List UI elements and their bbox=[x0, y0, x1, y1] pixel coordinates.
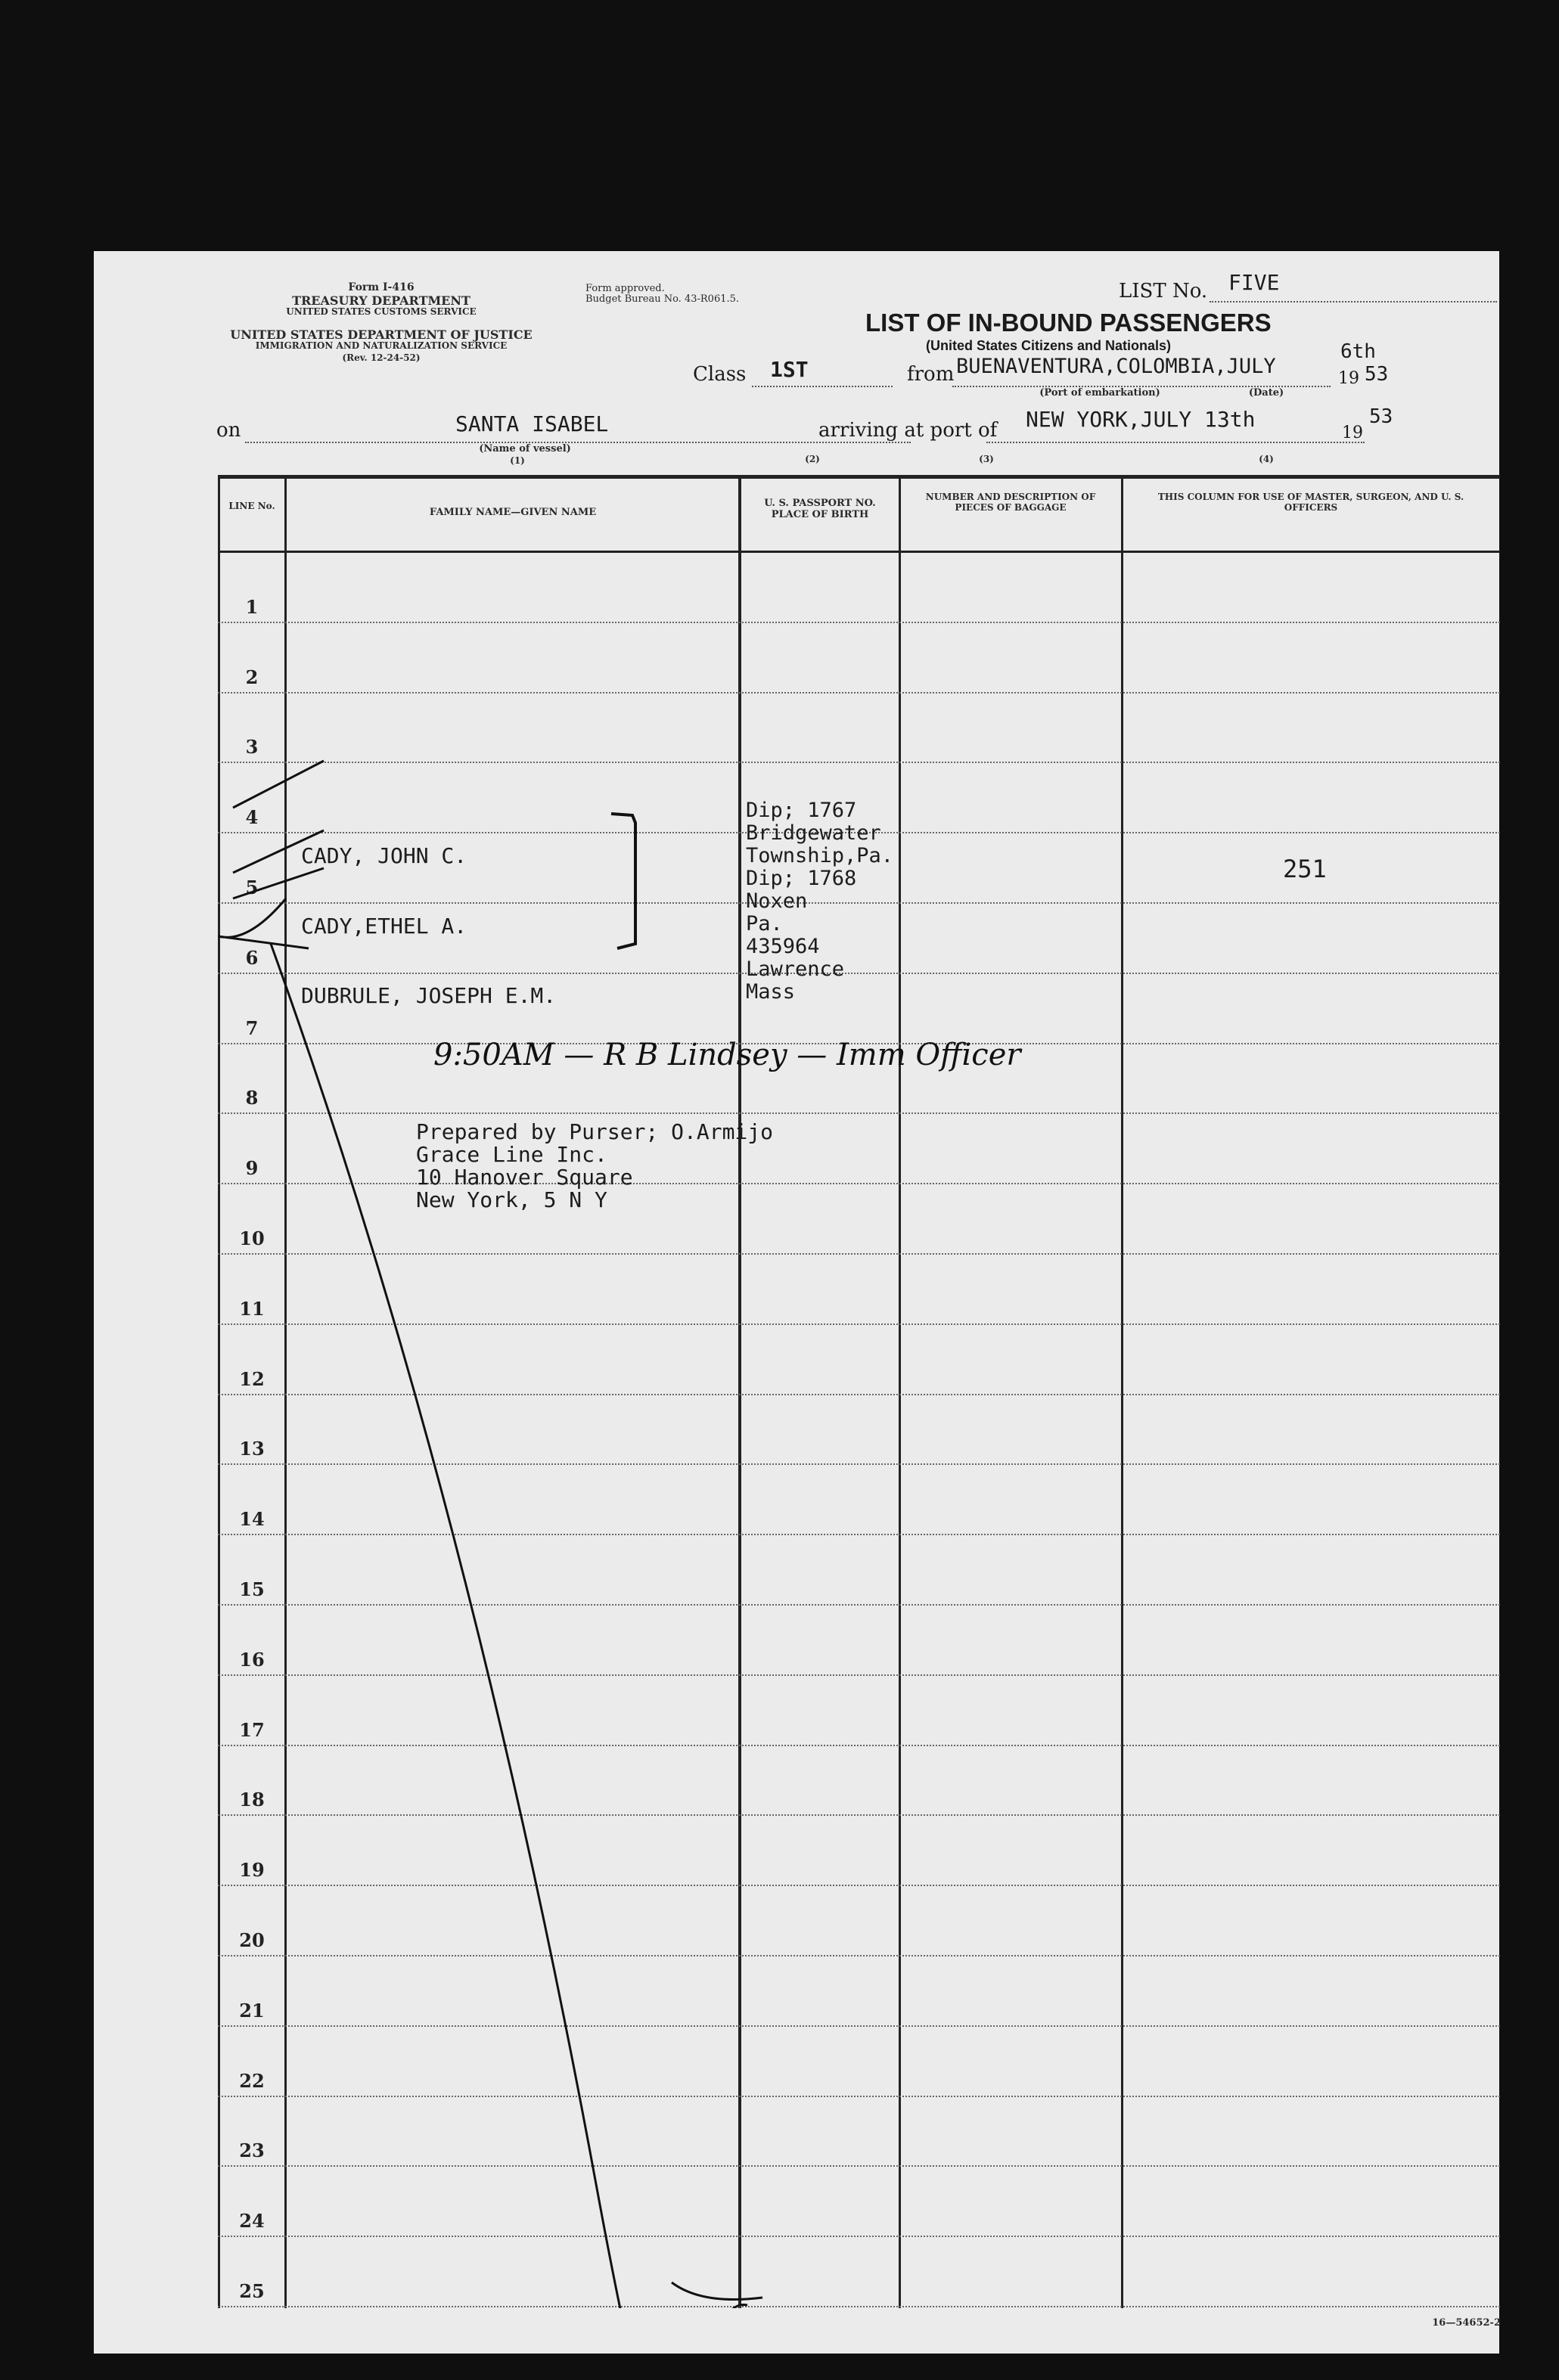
vessel-value: SANTA ISABEL bbox=[455, 411, 609, 436]
line-number: 8 bbox=[245, 1087, 259, 1109]
table-row bbox=[218, 1535, 1500, 1606]
line-number: 19 bbox=[239, 1859, 265, 1882]
line-number: 13 bbox=[239, 1438, 265, 1460]
doj: UNITED STATES DEPARTMENT OF JUSTICE bbox=[230, 327, 533, 342]
embark-year-prefix: 19 bbox=[1338, 369, 1359, 388]
arrival-year-value: 53 bbox=[1369, 405, 1393, 428]
birth-place: Pa. bbox=[746, 912, 783, 936]
line-number: 11 bbox=[239, 1297, 265, 1320]
vessel-caption: (Name of vessel) bbox=[479, 443, 571, 455]
table-row bbox=[218, 1325, 1500, 1395]
table-row bbox=[218, 1606, 1500, 1676]
ins: IMMIGRATION AND NATURALIZATION SERVICE bbox=[255, 340, 508, 351]
table-rows bbox=[218, 553, 1500, 2307]
on-label: on bbox=[216, 419, 241, 442]
line-number: 25 bbox=[239, 2279, 265, 2302]
table-row bbox=[218, 1886, 1500, 1956]
line-number: 21 bbox=[239, 1999, 265, 2022]
customs-service: UNITED STATES CUSTOMS SERVICE bbox=[286, 306, 477, 317]
line-number: 15 bbox=[239, 1578, 265, 1600]
arriving-label: arriving at port of bbox=[818, 419, 998, 442]
col-header-officers: THIS COLUMN FOR USE OF MASTER, SURGEON, AND U. S. OFFICERS bbox=[1157, 492, 1464, 513]
caption-3: (3) bbox=[979, 454, 994, 464]
form-number: Form I-416 bbox=[348, 281, 415, 293]
table-row bbox=[218, 1816, 1500, 1886]
line-number: 17 bbox=[239, 1718, 265, 1741]
caption-4: (4) bbox=[1259, 454, 1274, 464]
preparer-line: Grace Line Inc. bbox=[416, 1142, 607, 1167]
form-approved: Form approved. bbox=[585, 283, 665, 294]
birth-place: Bridgewater bbox=[746, 821, 881, 845]
date-caption: (Date) bbox=[1248, 387, 1284, 399]
embark-year-value: 53 bbox=[1365, 363, 1389, 386]
birth-place: Noxen bbox=[746, 889, 808, 913]
caption-1: (1) bbox=[510, 455, 525, 466]
class-value: 1ST bbox=[770, 357, 809, 382]
table-row bbox=[218, 1184, 1500, 1255]
line-number: 20 bbox=[239, 1929, 265, 1951]
birth-place: Mass bbox=[746, 980, 796, 1004]
officer-note: 251 bbox=[1283, 855, 1327, 883]
arrival-dots bbox=[986, 442, 1365, 443]
passport-no: Dip; 1767 bbox=[746, 799, 857, 822]
manifest-page bbox=[94, 251, 1499, 2354]
line-number: 12 bbox=[239, 1367, 265, 1390]
table-row bbox=[218, 1255, 1500, 1325]
line-number: 6 bbox=[245, 946, 259, 969]
class-dots bbox=[752, 386, 893, 387]
form-title: LIST OF IN-BOUND PASSENGERS bbox=[865, 309, 1272, 337]
line-number: 23 bbox=[239, 2140, 265, 2162]
line-number: 14 bbox=[239, 1508, 265, 1531]
table-row bbox=[218, 2097, 1500, 2167]
col-header-passport: U. S. PASSPORT NO. PLACE OF BIRTH bbox=[764, 498, 876, 520]
table-top-rule bbox=[218, 475, 1500, 479]
from-label: from bbox=[907, 363, 955, 386]
preparer-line: Prepared by Purser; O.Armijo bbox=[416, 1119, 774, 1144]
table-row bbox=[218, 553, 1500, 623]
table-row bbox=[218, 1746, 1500, 1817]
line-number: 9 bbox=[245, 1157, 259, 1180]
preparer-line: New York, 5 N Y bbox=[416, 1187, 607, 1212]
line-number: 3 bbox=[245, 736, 259, 759]
arrival-value: NEW YORK,JULY 13th bbox=[1026, 407, 1256, 432]
table-row bbox=[218, 2167, 1500, 2237]
passenger-name: CADY,ETHEL A. bbox=[301, 914, 467, 939]
list-no-label: LIST No. bbox=[1119, 280, 1208, 303]
list-no-dots bbox=[1210, 301, 1497, 303]
table-row bbox=[218, 1956, 1500, 2027]
list-no-value: FIVE bbox=[1228, 270, 1280, 295]
port-caption: (Port of embarkation) bbox=[1039, 387, 1160, 399]
table-row bbox=[218, 2237, 1500, 2307]
passenger-name: DUBRULE, JOSEPH E.M. bbox=[301, 983, 557, 1008]
embark-port-value: BUENAVENTURA,COLOMBIA,JULY bbox=[956, 355, 1276, 378]
department: TREASURY DEPARTMENT bbox=[292, 293, 470, 308]
passenger-table bbox=[218, 475, 1500, 2308]
table-row bbox=[218, 623, 1500, 694]
line-number: 5 bbox=[245, 876, 259, 898]
embark-day-value: 6th bbox=[1340, 340, 1376, 363]
line-number: 22 bbox=[239, 2069, 265, 2092]
line-number: 2 bbox=[245, 666, 259, 688]
col-header-name: FAMILY NAME—GIVEN NAME bbox=[429, 507, 597, 518]
arrival-year-prefix: 19 bbox=[1342, 424, 1363, 442]
officer-signature: 9:50AM — R B Lindsey — Imm Officer bbox=[433, 1038, 1021, 1072]
form-subtitle: (United States Citizens and Nationals) bbox=[926, 338, 1172, 353]
line-number: 7 bbox=[245, 1016, 259, 1039]
line-number: 24 bbox=[239, 2210, 265, 2233]
table-row bbox=[218, 2027, 1500, 2097]
birth-place: Township,Pa. bbox=[746, 844, 894, 867]
table-row bbox=[218, 1395, 1500, 1466]
line-number: 10 bbox=[239, 1227, 265, 1249]
col-header-baggage: NUMBER AND DESCRIPTION OF PIECES OF BAGGAGE bbox=[925, 492, 1096, 513]
table-row bbox=[218, 1465, 1500, 1535]
table-row bbox=[218, 1114, 1500, 1184]
table-row bbox=[218, 1676, 1500, 1746]
passport-no: 435964 bbox=[746, 935, 820, 958]
passport-no: Dip; 1768 bbox=[746, 867, 857, 890]
passenger-name: CADY, JOHN C. bbox=[301, 843, 467, 868]
caption-2: (2) bbox=[805, 454, 820, 464]
line-number: 1 bbox=[245, 595, 259, 618]
line-number: 16 bbox=[239, 1648, 265, 1671]
col-header-line-no: LINE No. bbox=[228, 501, 275, 511]
budget-bureau: Budget Bureau No. 43-R061.5. bbox=[585, 293, 740, 305]
line-number: 4 bbox=[245, 806, 259, 829]
revision: (Rev. 12-24-52) bbox=[342, 352, 421, 363]
class-label: Class bbox=[693, 363, 747, 386]
line-number: 18 bbox=[239, 1789, 265, 1811]
form-code: 16—54652-2 bbox=[1432, 2317, 1501, 2329]
preparer-line: 10 Hanover Square bbox=[416, 1165, 633, 1190]
table-row bbox=[218, 694, 1500, 764]
birth-place: Lawrence bbox=[746, 957, 845, 981]
